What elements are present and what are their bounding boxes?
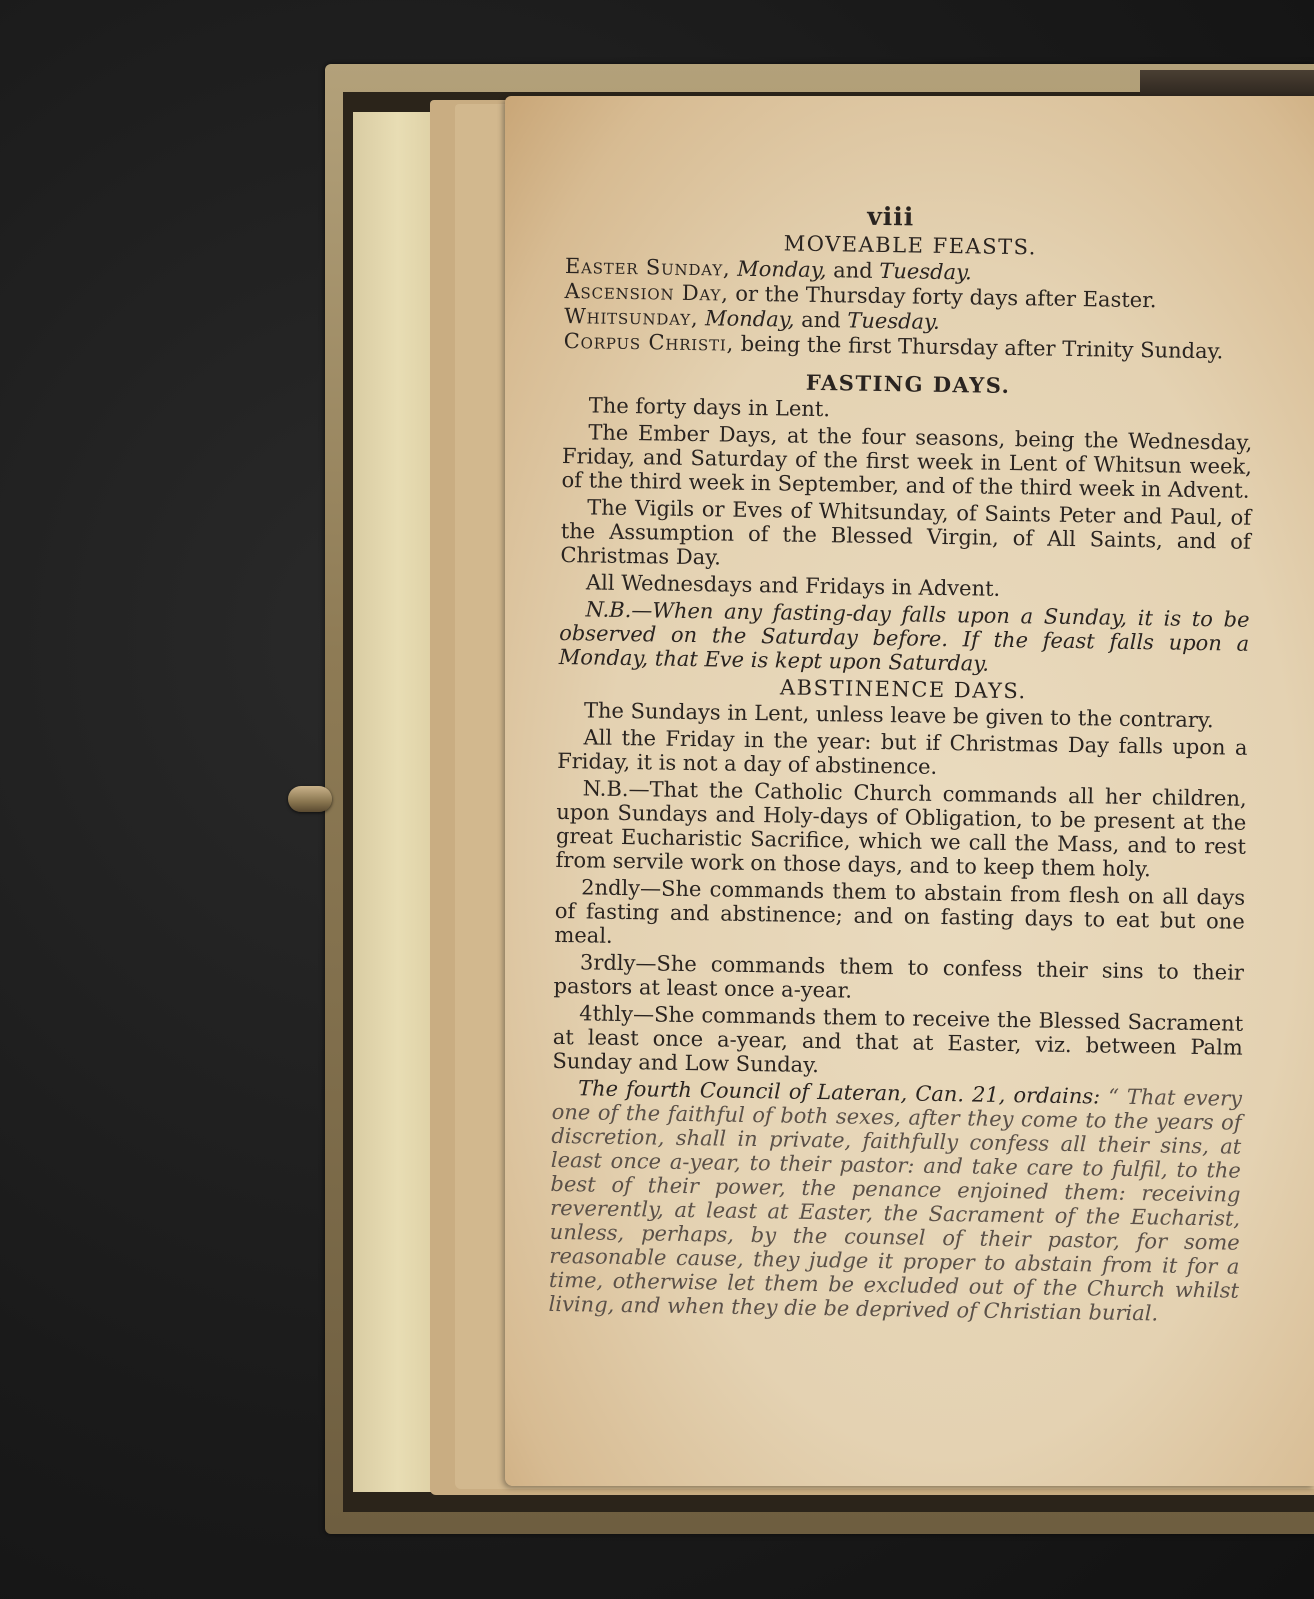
- lateran-text: “ That every one of the faithful of both sexes, after they come to the years of discretion, shall in private, faithfully confess all their sins, at least once a-year, to their pastor: and take care to fulfil, to the best of their power, the penance enjoined them: receiving reverently, at least at Easter, the Sacrament of the Eucharist, unless, perhaps, by the counsel of their pastor, for some reasonable cause, they judge it proper to abstain from it for a time, otherwise let them be excluded out of the Church whilst living, and when they die be deprived of Christian burial.: [548, 1084, 1243, 1326]
- fasting-note: N.B.—When any fasting-day falls upon a Sunday, it is to be observed on the Saturday before. If the feast falls upon a Monday, that Eve is kept upon Saturday.: [558, 597, 1250, 676]
- abstinence-note: N.B.—That the Catholic Church commands all her children, upon Sundays and Holy-days of Obligation, to be present at the great Eucharistic Sacrifice, which we call the Mass, and to rest from servile work on those days, and to keep them holy.: [555, 776, 1247, 882]
- fasting-para-1: The forty days in Lent.: [588, 393, 831, 422]
- moveable-feasts-heading: MOVEABLE FEASTS.: [783, 231, 1038, 260]
- fasting-para-3: The Vigils or Eves of Whitsunday, of Saints Peter and Paul, of the Assumption of the Blessed Virgin, of All Saints, and of Christmas Day.: [560, 495, 1252, 570]
- abstinence-days-heading: ABSTINENCE DAYS.: [779, 675, 1027, 704]
- page-text: [548, 200, 1255, 1327]
- abstinence-para-2: All the Friday in the year: but if Christmas Day falls upon a Friday, it is not a day of abstinence.: [556, 725, 1248, 779]
- abstinence-para-2ndly: 2ndly—She commands them to abstain from flesh on all days of fasting and abstinence; and on fasting days to eat but one meal.: [554, 875, 1246, 948]
- lateran-citation: The fourth Council of Lateran, Can. 21, ordains:: [577, 1076, 1101, 1109]
- feast-corpus-christi: Corpus Christi, being the first Thursday after Trinity Sunday.: [563, 328, 1224, 364]
- abstinence-para-4thly: 4thly—She commands them to receive the Blessed Sacrament at least once a-year, and that at Easter, viz. between Palm Sunday and Low Sunday.: [552, 1001, 1244, 1078]
- fasting-para-2: The Ember Days, at the four seasons, being the Wednesday, Friday, and Saturday of the first week in Lent of Whitsun week, of the third week in September, and of the third week in Advent.: [561, 420, 1253, 503]
- feast-whitsunday: Whitsunday, Monday, and Tuesday.: [563, 303, 940, 334]
- clasp-knob: [288, 786, 332, 812]
- fasting-para-4: All Wednesdays and Fridays in Advent.: [585, 570, 1001, 601]
- abstinence-para-1: The Sundays in Lent, unless leave be given to the contrary.: [583, 698, 1214, 733]
- abstinence-para-3rdly: 3rdly—She commands them to confess their sins to their pastors at least once a-year.: [553, 950, 1245, 1003]
- feast-easter: Easter Sunday, Monday, and Tuesday.: [564, 253, 973, 285]
- feast-ascension: Ascension Day, or the Thursday forty days after Easter.: [564, 278, 1157, 313]
- page-number: viii: [867, 201, 915, 232]
- fasting-days-heading: FASTING DAYS.: [805, 369, 1011, 399]
- lateran-quote: [548, 1076, 1242, 1327]
